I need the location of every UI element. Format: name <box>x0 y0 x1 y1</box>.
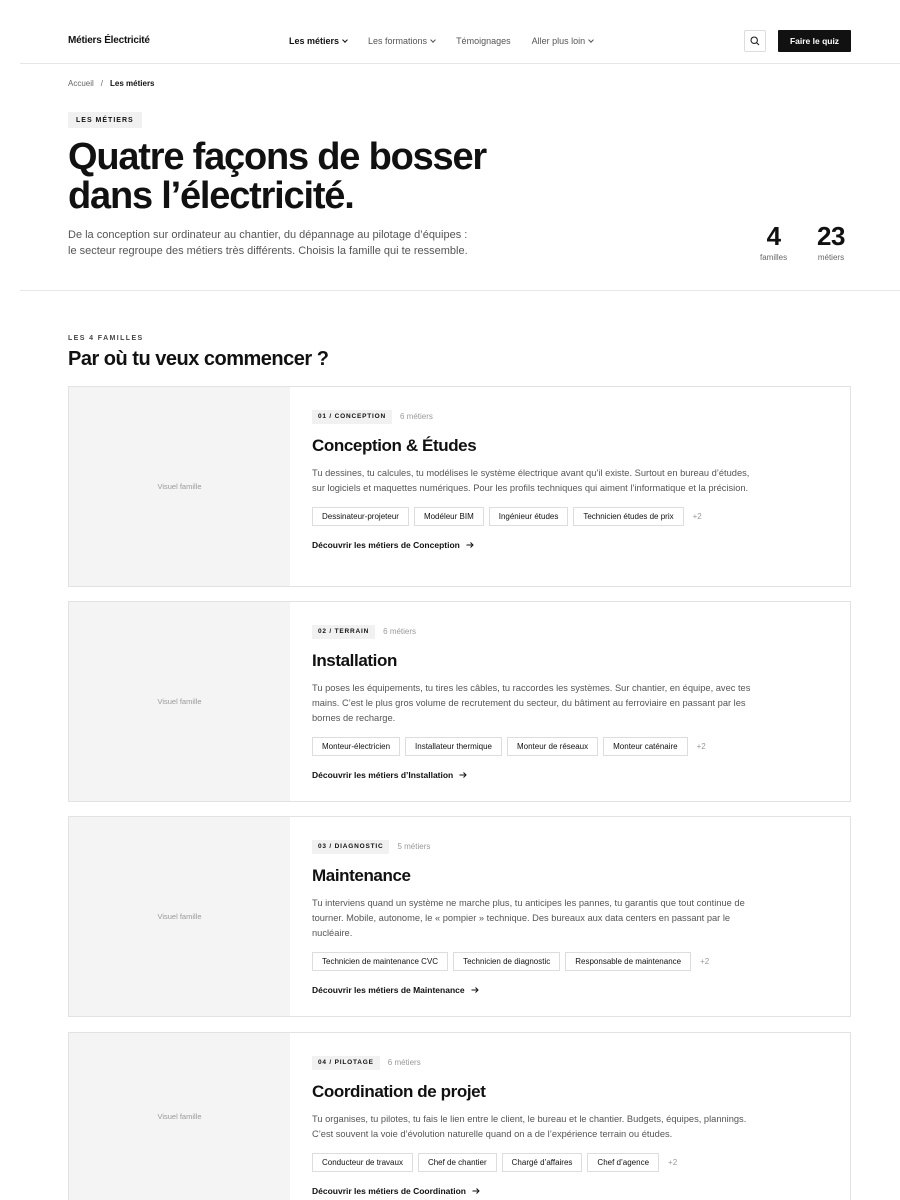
job-chips <box>312 737 762 756</box>
job-chip[interactable]: Monteur caténaire <box>603 737 687 756</box>
card-head <box>312 624 762 639</box>
family-card-coordination[interactable] <box>68 1032 851 1200</box>
arrow-right-icon <box>472 1187 480 1195</box>
card-description: Tu poses les équipements, tu tires les câbles, tu raccordes les systèmes. Sur chantier, en équipe, avec tes mains. C’est le plus gros volume de recrutement du secteur, du bâtiment au ferroviaire en passant par les bornes de recharge. <box>312 683 751 723</box>
quiz-button[interactable]: Faire le quiz <box>778 30 851 52</box>
card-description: Tu organises, tu pilotes, tu fais le lien entre le client, le bureau et le chantier. Budgets, équipes, plannings. C’est souvent la voie d’évolution naturelle quand on a de l’expérience terrain ou études. <box>312 1114 747 1139</box>
card-head <box>312 839 762 854</box>
section-divider <box>20 290 900 291</box>
search-button[interactable] <box>744 30 766 52</box>
job-chips <box>312 1153 762 1172</box>
stat-value: 4 <box>766 221 781 251</box>
more-count: +2 <box>696 742 706 751</box>
hero-badge: LES MÉTIERS <box>68 112 142 128</box>
search-icon <box>750 36 760 46</box>
nav-label: Témoignages <box>456 36 511 46</box>
discover-link-label: Découvrir les métiers de Maintenance <box>312 985 465 995</box>
arrow-right-icon <box>471 986 479 994</box>
site-logo[interactable]: Métiers Électricité <box>68 35 150 46</box>
nav-label: Les formations <box>368 36 428 46</box>
card-count: 6 métiers <box>387 1058 421 1067</box>
page-title <box>68 138 548 216</box>
job-chip[interactable]: Conducteur de travaux <box>312 1153 413 1172</box>
card-description: Tu dessines, tu calcules, tu modélises le système électrique avant qu’il existe. Surtout en bureau d’études, sur logiciels et maquettes numériques. Pour les profils techniques qui aiment l’informatique et la précision. <box>312 468 750 493</box>
card-visual-placeholder: Visuel famille <box>69 1033 290 1200</box>
section-title: Par où tu veux commencer ? <box>68 348 329 370</box>
main-nav <box>289 36 593 46</box>
breadcrumb-separator: / <box>100 79 104 88</box>
discover-link-label: Découvrir les métiers de Conception <box>312 540 460 550</box>
discover-link[interactable] <box>312 1186 762 1196</box>
card-title: Conception & Études <box>312 436 477 455</box>
page-title-line: Quatre façons de bosser <box>68 136 486 178</box>
card-tag: 02 / TERRAIN <box>312 625 375 639</box>
card-body <box>312 1055 762 1196</box>
stat-label: métiers <box>817 253 845 262</box>
discover-link[interactable] <box>312 540 762 550</box>
breadcrumb-current: Les métiers <box>110 79 155 88</box>
job-chip[interactable]: Monteur-électricien <box>312 737 400 756</box>
page-title-line: dans l’électricité. <box>68 175 354 217</box>
job-chip[interactable]: Installateur thermique <box>405 737 502 756</box>
card-visual-placeholder: Visuel famille <box>69 602 290 801</box>
discover-link[interactable] <box>312 985 762 995</box>
nav-label: Les métiers <box>289 36 340 46</box>
card-description: Tu interviens quand un système ne marche plus, tu anticipes les pannes, tu garantis que tout continue de tourner. Mobile, autonome, le « pompier » technique. Des bureaux aux data centers en passant par le nucléaire. <box>312 898 745 938</box>
card-head <box>312 1055 762 1070</box>
job-chip[interactable]: Chef de chantier <box>418 1153 497 1172</box>
job-chip[interactable]: Monteur de réseaux <box>507 737 598 756</box>
hero-description-line: De la conception sur ordinateur au chantier, du dépannage au pilotage d’équipes : <box>68 229 468 241</box>
job-chip[interactable]: Technicien de diagnostic <box>453 952 560 971</box>
card-visual-placeholder: Visuel famille <box>69 817 290 1016</box>
stat-label: familles <box>760 253 788 262</box>
chevron-down-icon <box>342 37 348 43</box>
card-tag: 01 / CONCEPTION <box>312 410 392 424</box>
card-tag: 03 / DIAGNOSTIC <box>312 840 389 854</box>
discover-link-label: Découvrir les métiers d’Installation <box>312 770 454 780</box>
card-title: Installation <box>312 651 397 670</box>
chevron-down-icon <box>588 37 594 43</box>
hero-description <box>68 227 528 259</box>
chevron-down-icon <box>430 37 436 43</box>
more-count: +2 <box>668 1158 678 1167</box>
nav-item-aller-plus-loin[interactable] <box>532 36 594 46</box>
nav-item-formations[interactable] <box>368 36 435 46</box>
discover-link[interactable] <box>312 770 762 780</box>
card-tag: 04 / PILOTAGE <box>312 1056 380 1070</box>
card-count: 6 métiers <box>399 412 433 421</box>
discover-link-label: Découvrir les métiers de Coordination <box>312 1186 466 1196</box>
card-body <box>312 624 762 780</box>
job-chip[interactable]: Technicien de maintenance CVC <box>312 952 448 971</box>
job-chip[interactable]: Responsable de maintenance <box>565 952 691 971</box>
stat-familles <box>760 222 787 262</box>
nav-item-temoignages[interactable] <box>456 36 511 46</box>
job-chip[interactable]: Ingénieur études <box>489 507 569 526</box>
arrow-right-icon <box>466 541 474 549</box>
card-head <box>312 409 762 424</box>
job-chips <box>312 952 762 971</box>
breadcrumb <box>68 79 155 88</box>
card-visual-placeholder: Visuel famille <box>69 387 290 586</box>
card-count: 6 métiers <box>383 627 417 636</box>
card-body <box>312 839 762 995</box>
hero-description-line: le secteur regroupe des métiers très différents. Choisis la famille qui te ressemble. <box>68 245 468 257</box>
job-chip[interactable]: Chef d’agence <box>587 1153 659 1172</box>
job-chips <box>312 507 762 526</box>
stat-value: 23 <box>817 221 845 251</box>
more-count: +2 <box>692 512 702 521</box>
arrow-right-icon <box>459 771 467 779</box>
more-count: +2 <box>700 957 710 966</box>
family-card-installation[interactable] <box>68 601 851 802</box>
family-card-conception[interactable] <box>68 386 851 587</box>
section-kicker: LES 4 FAMILLES <box>68 335 144 342</box>
card-count: 5 métiers <box>397 842 431 851</box>
card-title: Coordination de projet <box>312 1082 486 1101</box>
card-title: Maintenance <box>312 866 411 885</box>
card-body <box>312 409 762 550</box>
nav-item-metiers[interactable] <box>289 36 347 46</box>
nav-label: Aller plus loin <box>531 36 586 46</box>
job-chip[interactable]: Technicien études de prix <box>573 507 683 526</box>
site-header <box>20 0 900 64</box>
job-chip[interactable]: Chargé d’affaires <box>502 1153 583 1172</box>
job-chip[interactable]: Modéleur BIM <box>414 507 484 526</box>
job-chip[interactable]: Dessinateur-projeteur <box>312 507 409 526</box>
stat-metiers <box>817 222 845 262</box>
breadcrumb-home[interactable]: Accueil <box>68 79 94 88</box>
family-card-maintenance[interactable] <box>68 816 851 1017</box>
